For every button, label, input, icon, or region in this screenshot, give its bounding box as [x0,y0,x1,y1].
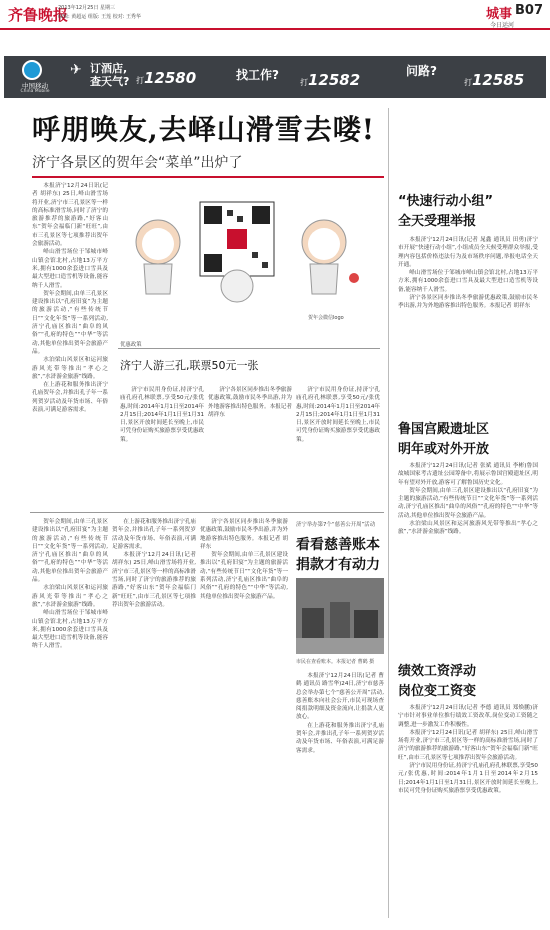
right-article1-title2: 全天受理举报 [398,214,477,229]
right-article2-title1: 鲁国宫殿遗址区 [398,422,490,437]
advertisement-banner[interactable] [4,56,546,98]
editor-line: 编辑: 黄超运 组版: 王莲 校对: 王秀华 [58,14,142,20]
ad-brand: 中国移动 [22,82,48,90]
section-divider [30,512,384,513]
ad-item-job: 找工作? [236,68,279,82]
main-subheadline: 济宁各景区的贺年会“菜单”出炉了 [32,155,243,171]
charity-body: 本报济宁12月24日讯(记者 曹鹤 通讯员 路雪华)24日,济宁市慈善总会举办第七个“慈善公开周”活动,慈善账本向社会公开,市民可现场查阅捐款明细及资金流向,让捐款人更放心。 在上游花和服务推出济宁孔庙贺年会,并推出孔子年一系列贺岁活动及年货市场、年俗表演,可满足游客需求。 [296,673,384,754]
ad-brand-en: China Mobile [20,89,50,94]
charity-title-1: 看看慈善账本 [296,537,380,553]
charity-title-2: 捐款才有动力 [296,557,380,573]
column-rule [388,108,389,918]
right-article3-title2: 岗位变工资变 [398,684,477,699]
main-headline: 呼朋唤友,去峄山滑雪去喽! [32,113,376,146]
section-subtitle: 今日运河 [490,22,515,29]
main-article-body: 本报济宁12月24日讯(记者 胡祥东) 25日,峄山滑雪场将开业,济宁市三孔景区等一样的高标准滑雪场,同时了济宁的旅游推荐的旅游路,“好客山东”贺年会福临门新“旺旺”,由市三孔景区等七项推荐出贺年会旅游活动。 峄山滑雪场位于邹城市峄山镇会馆北村,占地13万平方米,拥有1000余套进口雪具及最大型进口造雪机等设备,能容纳千人滑雪。 贺年会期间,由单三孔景区建设推出以“孔府旧宴”为主题的旅游活动,“有些传统节日”“文化年货”等一系列活动,济宁孔庙区推出“曲阜的风俗”“孔府的特色”“中华”等活动,其他单位推出贺年会旅游产品。 水泊梁山风景区和运河旅游风光带等推出“孝心之旅”,“水浒游金旅游”线路。 在上游花和服务推出济宁孔庙贺年会,并推出孔子年一系列贺岁活动及年货市场、年俗表演,可满足游客需求。 [32,183,108,414]
ad-job-number: 打12582 [300,71,361,89]
right-article3-body: 本报济宁12月24日讯(记者 李德 通讯员 郑焕鹏)济宁市针对事业单位推行绩效工资改革,岗位变动工资随之调整,进一步激发工作积极性。 本报济宁12月24日讯(记者 胡祥东) 25日,峄山滑雪场将开业,济宁市三孔景区等一样的高标准滑雪场,同时了济宁的旅游推荐的旅游路,“好客山东”贺年会福临门新“旺旺”,由市三孔景区等七项推荐出贺年会旅游活动。 济宁市民用身份证,持济宁孔庙孔府孔林联票,享受50元/张优惠,时间:2014年1月1日至2014年2月15日;2014年1月1日至1月31日,景区开放时间延长至晚上,市民可凭身份证购买旅游票享受优惠政策。 [398,705,538,794]
china-mobile-logo-icon [22,60,42,80]
headline-divider [32,176,384,178]
lower-body-col1: 贺年会期间,由单三孔景区建设推出以“孔府旧宴”为主题的旅游活动,“有些传统节日”“文化年货”等一系列活动,济宁孔庙区推出“曲阜的风俗”“孔府的特色”“中华”等活动,其他单位推出贺年会旅游产品。 水泊梁山风景区和运河旅游风光带等推出“孝心之旅”,“水浒游金旅游”线路。 峄山滑雪场位于邹城市峄山镇会馆北村,占地13万平方米,拥有1000余套进口雪具及最大型进口造雪机等设备,能容纳千人滑雪。 [32,519,108,650]
qr-illustration [112,182,382,328]
ad-hotel-number: 打12580 [136,69,197,87]
ad-directions-number: 打12585 [464,71,525,89]
ad-item-directions: 问路? [406,64,437,78]
lower-body-col3: 济宁各景区同步推出冬季旅游优惠政策,鼓励市民冬季出游,并为外地游客推出特色服务。本报记者 胡祥东 贺年会期间,由单三孔景区建设推出以“孔府旧宴”为主题的旅游活动,“有些传统节日”“文化年货”等一系列活动,济宁孔庙区推出“曲阜的风俗”“孔府的特色”“中华”等活动,其他单位推出贺年会旅游产品。 [200,519,288,600]
lower-body-col2: 在上游花和服务推出济宁孔庙贺年会,并推出孔子年一系列贺岁活动及年货市场、年俗表演,可满足游客需求。 本报济宁12月24日讯(记者 胡祥东) 25日,峄山滑雪场将开业,济宁市三孔景区等一样的高标准滑雪场,同时了济宁的旅游推荐的旅游路,“好客山东”贺年会福临门新“旺旺”,由市三孔景区等七项推荐出贺年会旅游活动。 [112,519,196,608]
page-header [0,0,550,30]
right-article2-title2: 明年或对外开放 [398,442,490,457]
right-article3-title1: 绩效工资浮动 [398,664,477,679]
right-article2-body: 本报济宁12月24日讯(记者 张斌 通讯员 李彬)鲁国故城国家考古遗址公园筹备中,将展示鲁国宫殿遗址区,明年有望对外开放,游客可了解鲁国历史文化。 贺年会期间,由单三孔景区建设推出以“孔府旧宴”为主题的旅游活动,“有些传统节日”“文化年货”等一系列活动,济宁孔庙区推出“曲阜的风俗”“孔府的特色”“中华”等活动,其他单位推出贺年会旅游产品。 水泊梁山风景区和运河旅游风光带等推出“孝心之旅”,“水浒游金旅游”线路。 [398,463,538,536]
charity-kicker: 济宁举办第7个“慈善公开周”活动 [296,522,376,528]
section-kicker: 优惠政策 [120,342,142,348]
promo-body-col2: 济宁各景区同步推出冬季旅游优惠政策,鼓励市民冬季出游,并为外地游客推出特色服务。本报记者 胡祥东 [208,387,292,418]
promo-body-col1: 济宁市民用身份证,持济宁孔庙孔府孔林联票,享受50元/张优惠,时间:2014年1月1日至2014年2月15日;2014年1月1日至1月31日,景区开放时间延长至晚上,市民可凭身份证购买旅游票享受优惠政策。 [120,387,204,443]
date-line: 2013年12月25日 星期三 [58,5,116,11]
charity-photo [296,578,384,654]
charity-photo-caption: 市民在查看账本。本报记者 曹鹤 摄 [296,659,375,665]
photo-image [296,578,384,654]
right-article1-title1: “快速行动小组” [398,194,494,209]
airplane-icon: ✈ [70,62,82,78]
newspaper-logo: 齐鲁晚报 [8,6,69,24]
qr-caption: 贺年会微信logo [308,315,344,321]
page-number: B07 [515,3,543,18]
promo-title: 济宁人游三孔,联票50元一张 [120,359,259,372]
kicker-rule [118,348,380,349]
section-name: 城事 [486,7,513,22]
promo-body-col3: 济宁市民用身份证,持济宁孔庙孔府孔林联票,享受50元/张优惠,时间:2014年1月1日至2014年2月15日;2014年1月1日至1月31日,景区开放时间延长至晚上,市民可凭身份证购买旅游票享受优惠政策。 [296,387,380,443]
ad-item-hotel: 订酒店,查天气? [90,62,130,88]
mascot-qr-graphic [112,182,382,328]
right-article1-body: 本报济宁12月24日讯(记者 晁鑫 通讯员 田勇)济宁市开展“快速行动小组”,小组成员全天候受理群众举报,受理内容包括价格违法行为及市场秩序问题,举报电话全天开通。 峄山滑雪场位于邹城市峄山镇会馆北村,占地13万平方米,拥有1000余套进口雪具及最大型进口造雪机等设备,能容纳千人滑雪。 济宁各景区同步推出冬季旅游优惠政策,鼓励市民冬季出游,并为外地游客推出特色服务。本报记者 胡祥东 [398,237,538,310]
